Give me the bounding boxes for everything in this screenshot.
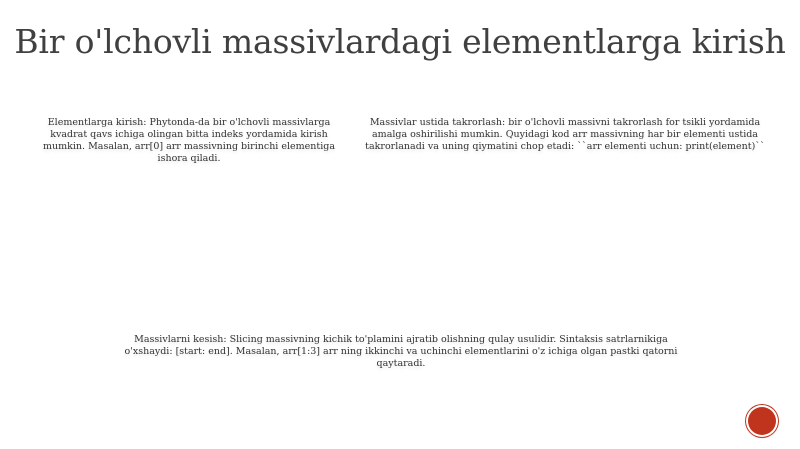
text-block-accessing-elements: Elementlarga kirish: Phytonda-da bir o'lchovli massivlarga kvadrat qavs ichiga olingan bitta indeks yordamida kirish mumkin. Masalan, arr[0] arr massivning birinchi elementiga ishora qiladi. xyxy=(42,117,336,164)
slide-title: Bir o'lchovli massivlardagi elementlarga kirish xyxy=(14,22,786,61)
text-block-iterating-arrays: Massivlar ustida takrorlash: bir o'lchovli massivni takrorlash for tsikli yordamida amalga oshirilishi mumkin. Quyidagi kod arr massivning har bir elementi ustida takrorlanadi va uning qiymatini chop etadi: ``arr elementi uchun: print(element)`` xyxy=(365,117,765,152)
text-block-slicing-arrays: Massivlarni kesish: Slicing massivning kichik to'plamini ajratib olishning qulay usulidir. Sintaksis satrlarnikiga o'xshaydi: [start: end]. Masalan, arr[1:3] arr ning ikkinchi va uchinchi elementlarini o'z ichiga olgan pastki qatorni qaytaradi. xyxy=(124,334,678,369)
circle-nav-icon[interactable] xyxy=(748,407,776,435)
